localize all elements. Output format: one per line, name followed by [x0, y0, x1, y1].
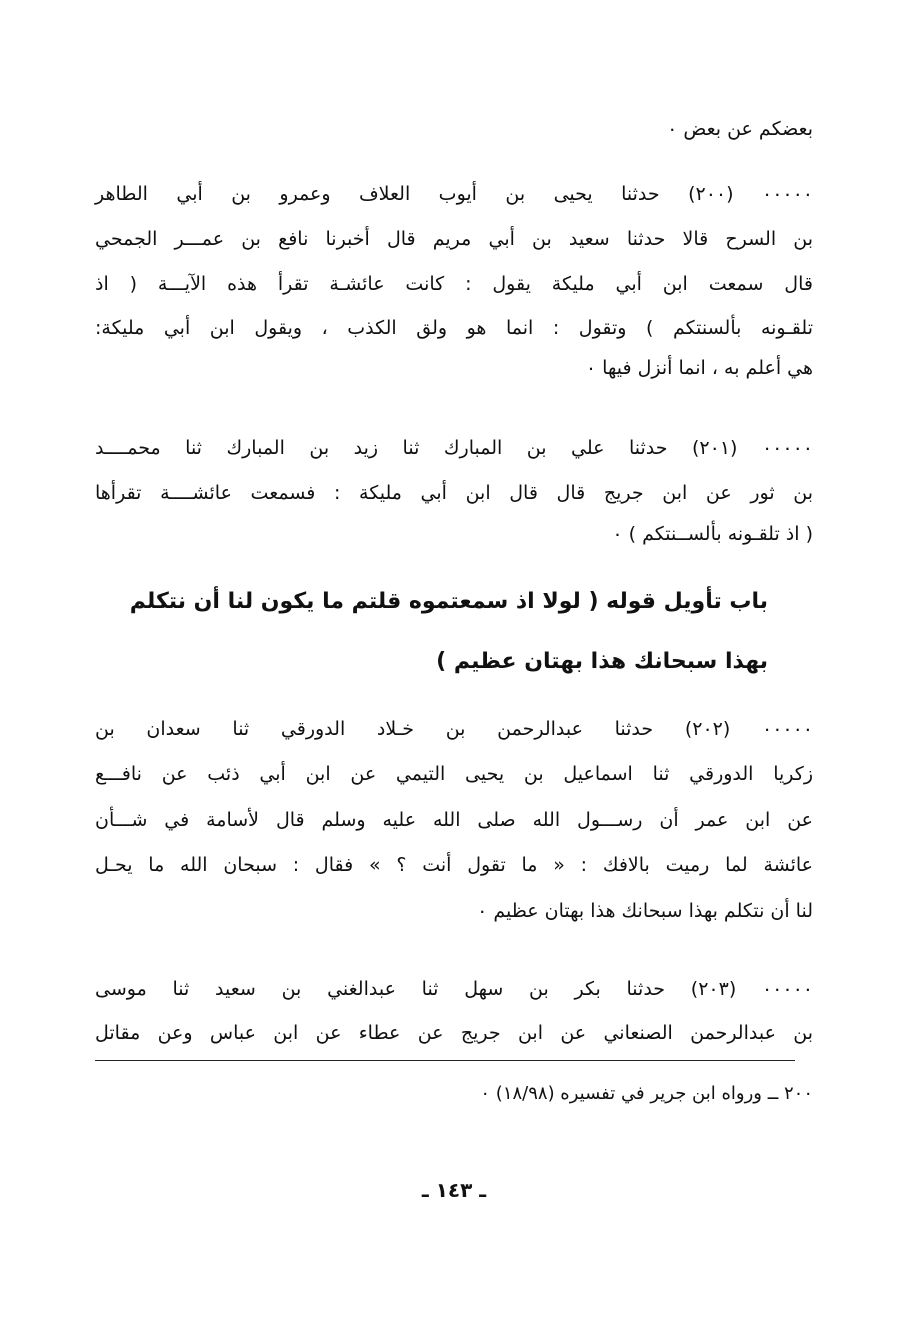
hadith-201-line-2: بن ثور عن ابن جريج قال قال ابن أبي مليكة : فسمعت عائشــــة تقرأها — [95, 482, 813, 504]
hadith-200-line-1: ٠٠٠٠٠ (٢٠٠) حدثنا يحيى بن أيوب العلاف وعمرو بن أبي الطاهر — [95, 183, 814, 205]
hadith-202-line-5: لنا أن نتكلم بهذا سبحانك هذا بهتان عظيم ٠ — [477, 900, 813, 922]
footnote: ٢٠٠ ــ ورواه ابن جرير في تفسيره (١٨/٩٨) ٠ — [480, 1083, 813, 1104]
hadith-200-line-3: قال سمعت ابن أبي مليكة يقول : كانت عائشـة تقرأ هذه الآيـــة ( اذ — [95, 273, 813, 295]
chapter-heading-line-2: بهذا سبحانك هذا بهتان عظيم ) — [436, 649, 768, 674]
hadith-202-line-3: عن ابن عمر أن رســـول الله صلى الله عليه وسلم قال لأسامة في شـــأن — [95, 809, 813, 831]
footnote-divider — [95, 1060, 795, 1061]
hadith-202-line-1: ٠٠٠٠٠ (٢٠٢) حدثنا عبدالرحمن بن خـلاد الدورقي ثنا سعدان بن — [95, 718, 814, 740]
chapter-heading-line-1: باب تأويل قوله ( لولا اذ سمعتموه قلتم ما يكون لنا أن نتكلم — [129, 589, 768, 614]
hadith-201-line-3: ( اذ تلقـونه بألســنتكم ) ٠ — [612, 523, 813, 545]
hadith-200-line-5: هي أعلم به ، انما أنزل فيها ٠ — [585, 357, 813, 379]
hadith-202-line-2: زكريا الدورقي ثنا اسماعيل بن يحيى التيمي عن ابن أبي ذئب عن نافـــع — [95, 763, 813, 785]
hadith-200-line-2: بن السرح قالا حدثنا سعيد بن أبي مريم قال أخبرنا نافع بن عمـــر الجمحي — [95, 228, 813, 250]
hadith-200-line-4: تلقـونه بألسنتكم ) وتقول : انما هو ولق الكذب ، ويقول ابن أبي مليكة: — [95, 317, 813, 339]
hadith-203-line-1: ٠٠٠٠٠ (٢٠٣) حدثنا بكر بن سهل ثنا عبدالغني بن سعيد ثنا موسى — [95, 978, 813, 1000]
hadith-202-line-4: عائشة لما رميت بالافك : « ما تقول أنت ؟ » فقال : سبحان الله ما يحـل — [95, 854, 813, 876]
hadith-203-line-2: بن عبدالرحمن الصنعاني عن ابن جريج عن عطاء عن ابن عباس وعن مقاتل — [95, 1022, 813, 1044]
hadith-201-line-1: ٠٠٠٠٠ (٢٠١) حدثنا علي بن المبارك ثنا زيد بن المبارك ثنا محمــــد — [95, 437, 813, 459]
page-number: ـ ١٤٣ ـ — [421, 1178, 487, 1202]
text-line: بعضكم عن بعض ٠ — [667, 118, 813, 140]
